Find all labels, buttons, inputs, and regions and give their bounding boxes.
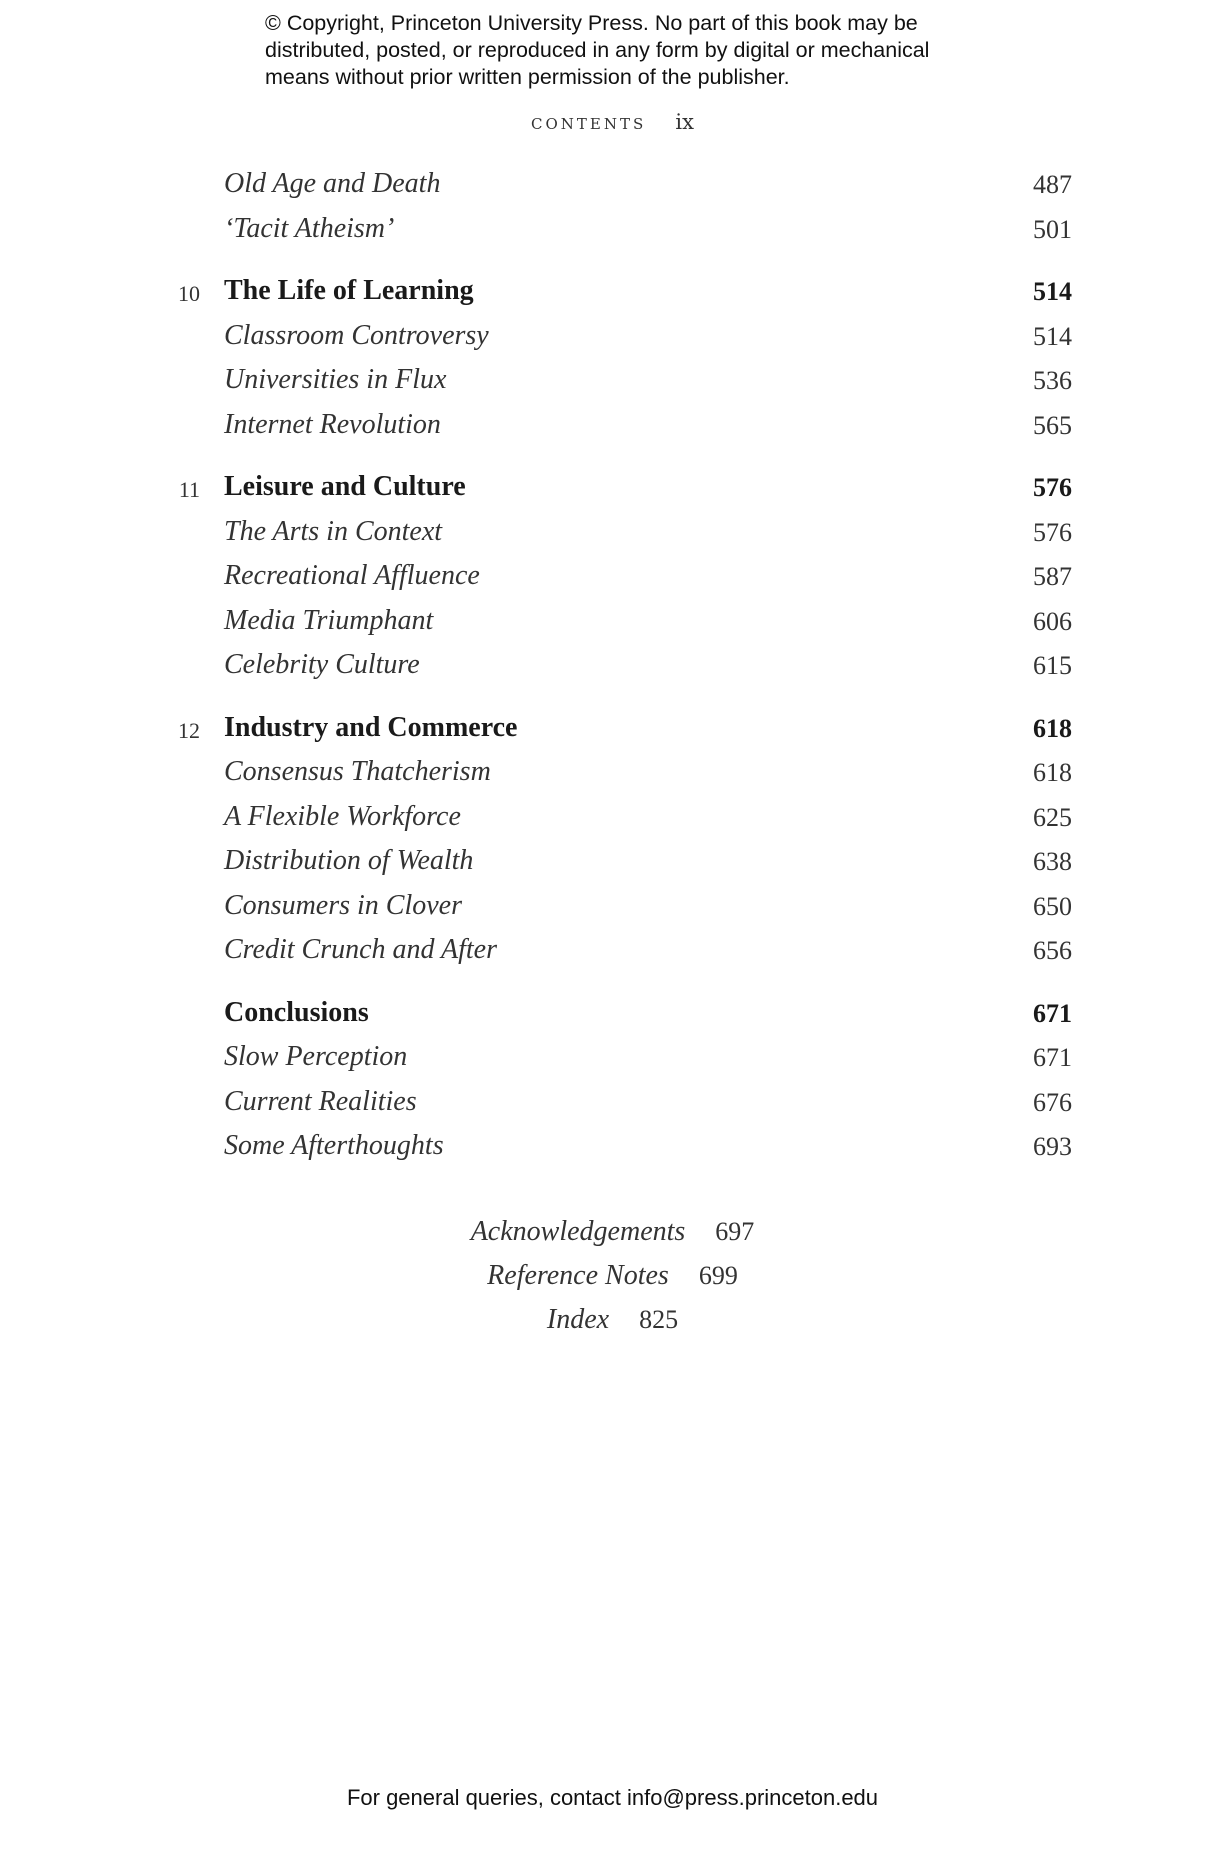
toc-entry[interactable] [0, 842, 1225, 886]
entry-title: Credit Crunch and After [224, 934, 497, 965]
toc-chapter[interactable] [0, 272, 1225, 316]
entry-page: 638 [1033, 847, 1072, 876]
entry-title: Media Triumphant [224, 604, 434, 636]
back-matter-title: Reference Notes [487, 1260, 669, 1291]
copyright-line: distributed, posted, or reproduced in any form by digital or mechanical [265, 38, 930, 62]
toc-entry[interactable] [0, 887, 1225, 931]
back-matter-title: Acknowledgements [470, 1216, 686, 1247]
chapter-number: 11 [178, 477, 200, 502]
entry-page: 676 [1033, 1087, 1072, 1117]
toc-entry[interactable] [0, 798, 1225, 842]
entry-page: 501 [1033, 214, 1072, 244]
chapter-page: 671 [1033, 998, 1072, 1028]
contact-footer: For general queries, contact info@press.princeton.edu [346, 1785, 879, 1810]
entry-title: Recreational Affluence [224, 560, 480, 591]
entry-title: A Flexible Workforce [224, 800, 461, 832]
chapter-title: Industry and Commerce [224, 711, 518, 743]
chapter-page: 514 [1033, 277, 1072, 306]
entry-title: Consensus Thatcherism [224, 756, 491, 787]
entry-title: Current Realities [224, 1085, 417, 1117]
toc-entry[interactable] [0, 1127, 1225, 1171]
entry-page: 565 [1033, 410, 1072, 440]
copyright-notice [265, 10, 1025, 91]
entry-page: 671 [1033, 1043, 1072, 1072]
entry-page: 587 [1033, 562, 1072, 591]
entry-page: 576 [1033, 517, 1072, 547]
chapter-title: The Life of Learning [224, 275, 474, 306]
toc-entry[interactable] [0, 1083, 1225, 1127]
chapter-title: Conclusions [224, 996, 369, 1028]
entry-page: 606 [1033, 606, 1072, 636]
entry-title: Consumers in Clover [224, 889, 462, 921]
entry-page: 514 [1033, 321, 1072, 351]
entry-page: 656 [1033, 936, 1072, 965]
back-matter-page: 697 [715, 1217, 755, 1246]
entry-title: Universities in Flux [224, 364, 447, 395]
chapter-page: 576 [1033, 473, 1072, 502]
chapter-page: 618 [1033, 713, 1072, 743]
entry-title: The Arts in Context [224, 515, 443, 547]
back-matter-entry[interactable] [0, 1216, 1225, 1260]
page-folio: ix [675, 110, 694, 134]
toc-entry[interactable] [0, 931, 1225, 975]
toc-chapter[interactable] [0, 709, 1225, 753]
entry-title: ‘Tacit Atheism’ [224, 212, 395, 244]
entry-title: Celebrity Culture [224, 649, 420, 680]
back-matter-title: Index [546, 1304, 610, 1335]
toc-entry[interactable] [0, 602, 1225, 646]
toc-entry[interactable] [0, 646, 1225, 690]
entry-title: Classroom Controversy [224, 319, 489, 351]
back-matter-entry[interactable] [0, 1260, 1225, 1304]
entry-title: Old Age and Death [224, 168, 441, 199]
chapter-title: Leisure and Culture [224, 471, 466, 502]
entry-title: Slow Perception [224, 1041, 408, 1072]
copyright-line: © Copyright, Princeton University Press. No part of this book may be [265, 11, 918, 35]
entry-page: 536 [1033, 366, 1072, 395]
toc-entry[interactable] [0, 557, 1225, 601]
back-matter-entry[interactable] [0, 1304, 1225, 1348]
chapter-number: 12 [178, 717, 200, 743]
toc-chapter[interactable] [0, 468, 1225, 512]
entry-title: Internet Revolution [224, 408, 441, 440]
toc-entry[interactable] [0, 1038, 1225, 1082]
toc-entry[interactable] [0, 317, 1225, 361]
running-head [0, 110, 1225, 134]
toc-chapter[interactable] [0, 994, 1225, 1038]
entry-page: 618 [1033, 758, 1072, 787]
toc-entry[interactable] [0, 406, 1225, 450]
back-matter-page: 825 [639, 1305, 679, 1334]
entry-title: Some Afterthoughts [224, 1130, 444, 1161]
running-head-label: CONTENTS [531, 115, 647, 133]
entry-page: 693 [1033, 1132, 1072, 1161]
toc-entry[interactable] [0, 165, 1225, 209]
back-matter-page: 699 [698, 1261, 738, 1290]
toc-entry[interactable] [0, 753, 1225, 797]
entry-page: 625 [1033, 802, 1072, 832]
toc-entry[interactable] [0, 513, 1225, 557]
entry-title: Distribution of Wealth [224, 845, 474, 876]
entry-page: 487 [1033, 170, 1072, 199]
entry-page: 650 [1033, 891, 1072, 921]
toc-entry[interactable] [0, 210, 1225, 254]
chapter-number: 10 [178, 281, 200, 306]
entry-page: 615 [1033, 651, 1072, 680]
toc-entry[interactable] [0, 361, 1225, 405]
copyright-line: means without prior written permission of the publisher. [265, 65, 790, 89]
